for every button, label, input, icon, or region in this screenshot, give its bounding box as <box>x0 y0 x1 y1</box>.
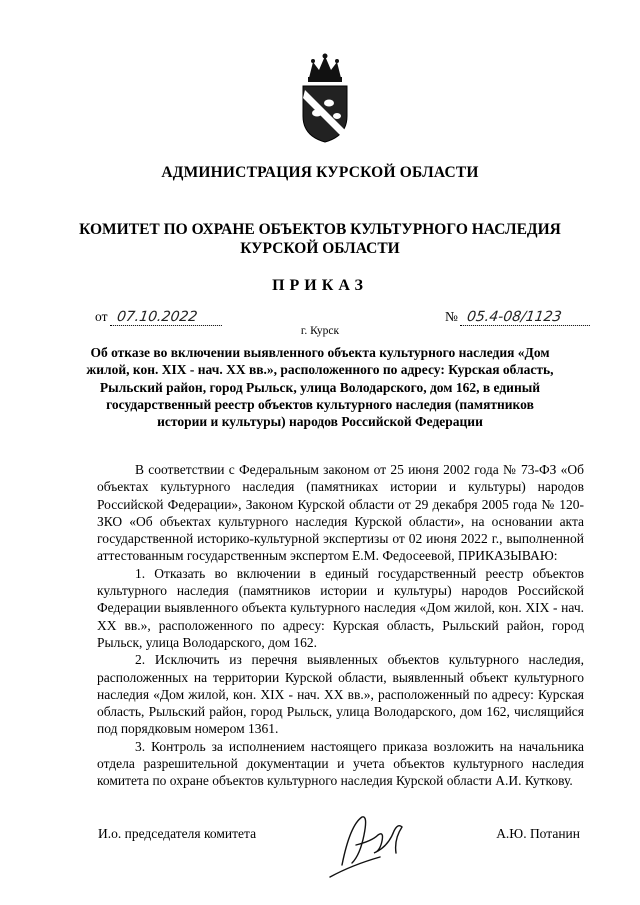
order-body <box>97 461 584 790</box>
coat-of-arms-icon <box>295 50 355 145</box>
signatory-position: И.о. председателя комитета <box>98 826 257 841</box>
number-value: 05.4-08/1123 <box>460 309 592 326</box>
signatory-name: А.Ю. Потанин <box>496 826 580 841</box>
city: г. Курск <box>300 325 340 337</box>
committee-title-line2: КУРСКОЙ ОБЛАСТИ <box>240 240 400 257</box>
order-title: ПРИКАЗ <box>272 277 368 294</box>
administration-title: АДМИНИСТРАЦИЯ КУРСКОЙ ОБЛАСТИ <box>161 164 479 181</box>
order-date <box>95 309 223 326</box>
order-number <box>445 309 591 326</box>
signature-mark <box>322 805 417 880</box>
body-item-1: 1. Отказать во включении в единый государственный реестр объектов культурного наследия (памятников истории и культуры) народов Российской Федерации выявленного объекта культурного наследия «Дом жилой, кон. XIX - нач. XX вв.», расположенного по адресу: Курская область, Рыльский район, город Рыльск, улица Володарского, дом 162. <box>97 565 584 650</box>
date-prefix: от <box>95 309 108 324</box>
number-prefix: № <box>445 309 458 324</box>
date-value: 07.10.2022 <box>110 309 224 326</box>
committee-title-line1: КОМИТЕТ ПО ОХРАНЕ ОБЪЕКТОВ КУЛЬТУРНОГО НАСЛЕДИЯ <box>79 221 561 238</box>
committee-title <box>0 220 640 258</box>
order-subject: Об отказе во включении выявленного объекта культурного наследия «Дом жилой, кон. XIX - нач. XX вв.», расположенного по адресу: Курская область, Рыльский район, город Рыльск, улица Володарского, дом 162, в единый государственный реестр объектов культурного наследия (памятников истории и культуры) народов Российской Федерации <box>86 345 554 430</box>
body-intro: В соответствии с Федеральным законом от 25 июня 2002 года № 73-ФЗ «Об объектах культурного наследия (памятниках истории и культуры) народов Российской Федерации», Законом Курской области от 29 декабря 2005 года № 120-ЗКО «Об объектах культурного наследия Курской области», на основании акта государственной историко-культурной экспертизы от 02 июня 2022 г., выполненной аттестованным государственным экспертом Е.М. Федосеевой, ПРИКАЗЫВАЮ: <box>97 462 584 564</box>
body-item-3: 3. Контроль за исполнением настоящего приказа возложить на начальника отдела разрешительной документации и учета объектов культурного наследия комитета по охране объектов культурного наследия Курской области А.И. Куткову. <box>97 738 584 789</box>
body-item-2: 2. Исключить из перечня выявленных объектов культурного наследия, расположенных на территории Курской области, выявленный объект культурного наследия «Дом жилой, кон. XIX - нач. XX вв.», расположенный по адресу: Курская область, Рыльский район, город Рыльск, улица Володарского, дом 162, числящийся под порядковым номером 1361. <box>97 652 584 737</box>
